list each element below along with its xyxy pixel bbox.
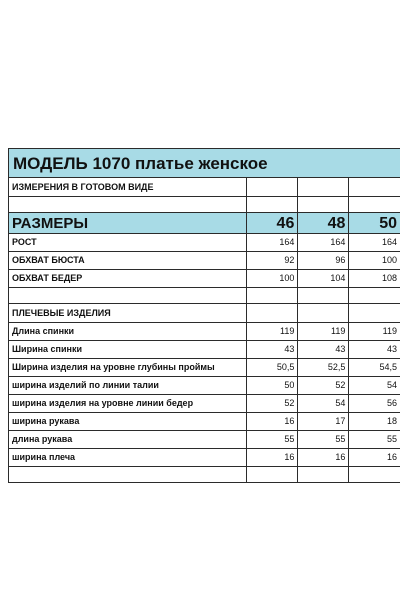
row-label: ширина рукава <box>9 413 247 431</box>
row-value: 50 <box>247 377 298 395</box>
row-label: длина рукава <box>9 431 247 449</box>
row-label-bust: ОБХВАТ БЮСТА <box>9 252 247 270</box>
row-value: 54 <box>349 377 400 395</box>
row-value: 43 <box>247 341 298 359</box>
section-row <box>9 304 400 323</box>
row-label: ширина изделия на уровне линии бедер <box>9 395 247 413</box>
row-label: Длина спинки <box>9 323 247 341</box>
sizes-row <box>9 213 400 234</box>
row-value: 100 <box>247 270 298 288</box>
row-value: 104 <box>298 270 349 288</box>
subtitle-row <box>9 178 400 197</box>
table-row <box>9 341 400 359</box>
row-value: 50,5 <box>247 359 298 377</box>
row-label: Ширина изделия на уровне глубины проймы <box>9 359 247 377</box>
row-value: 43 <box>349 341 400 359</box>
table-row <box>9 252 400 270</box>
row-value: 164 <box>349 234 400 252</box>
table-row <box>9 234 400 252</box>
empty-row <box>9 288 400 304</box>
table-row <box>9 323 400 341</box>
row-value: 164 <box>247 234 298 252</box>
table-row <box>9 377 400 395</box>
row-value: 16 <box>349 449 400 467</box>
row-value: 52 <box>298 377 349 395</box>
measurements-sheet <box>8 148 400 483</box>
table-row <box>9 431 400 449</box>
row-value: 52 <box>247 395 298 413</box>
row-value: 108 <box>349 270 400 288</box>
empty-row <box>9 467 400 483</box>
row-value: 100 <box>349 252 400 270</box>
row-value: 55 <box>349 431 400 449</box>
size-50: 50 <box>349 213 400 234</box>
row-label-hips: ОБХВАТ БЕДЕР <box>9 270 247 288</box>
size-46: 46 <box>247 213 298 234</box>
row-value: 119 <box>298 323 349 341</box>
empty-cell <box>247 178 298 197</box>
row-value: 119 <box>247 323 298 341</box>
table-row <box>9 413 400 431</box>
table-row <box>9 449 400 467</box>
row-value: 17 <box>298 413 349 431</box>
row-label: ширина изделий по линии талии <box>9 377 247 395</box>
table-row <box>9 270 400 288</box>
sizes-label: РАЗМЕРЫ <box>9 213 247 234</box>
table-row <box>9 359 400 377</box>
row-value: 119 <box>349 323 400 341</box>
section-label: ПЛЕЧЕВЫЕ ИЗДЕЛИЯ <box>9 304 247 323</box>
row-value: 16 <box>298 449 349 467</box>
table-row <box>9 395 400 413</box>
row-value: 16 <box>247 413 298 431</box>
empty-row <box>9 197 400 213</box>
row-value: 54,5 <box>349 359 400 377</box>
title-row <box>9 149 400 178</box>
row-value: 54 <box>298 395 349 413</box>
row-value: 43 <box>298 341 349 359</box>
row-value: 18 <box>349 413 400 431</box>
model-title: МОДЕЛЬ 1070 платье женское <box>9 149 400 178</box>
row-label-height: РОСТ <box>9 234 247 252</box>
row-label: Ширина спинки <box>9 341 247 359</box>
measurements-subtitle: ИЗМЕРЕНИЯ В ГОТОВОМ ВИДЕ <box>9 178 247 197</box>
row-value: 96 <box>298 252 349 270</box>
size-chart-table <box>8 148 400 483</box>
row-value: 52,5 <box>298 359 349 377</box>
row-value: 16 <box>247 449 298 467</box>
empty-cell <box>298 178 349 197</box>
row-label: ширина плеча <box>9 449 247 467</box>
row-value: 164 <box>298 234 349 252</box>
row-value: 92 <box>247 252 298 270</box>
row-value: 55 <box>247 431 298 449</box>
row-value: 55 <box>298 431 349 449</box>
empty-cell <box>349 178 400 197</box>
row-value: 56 <box>349 395 400 413</box>
size-48: 48 <box>298 213 349 234</box>
